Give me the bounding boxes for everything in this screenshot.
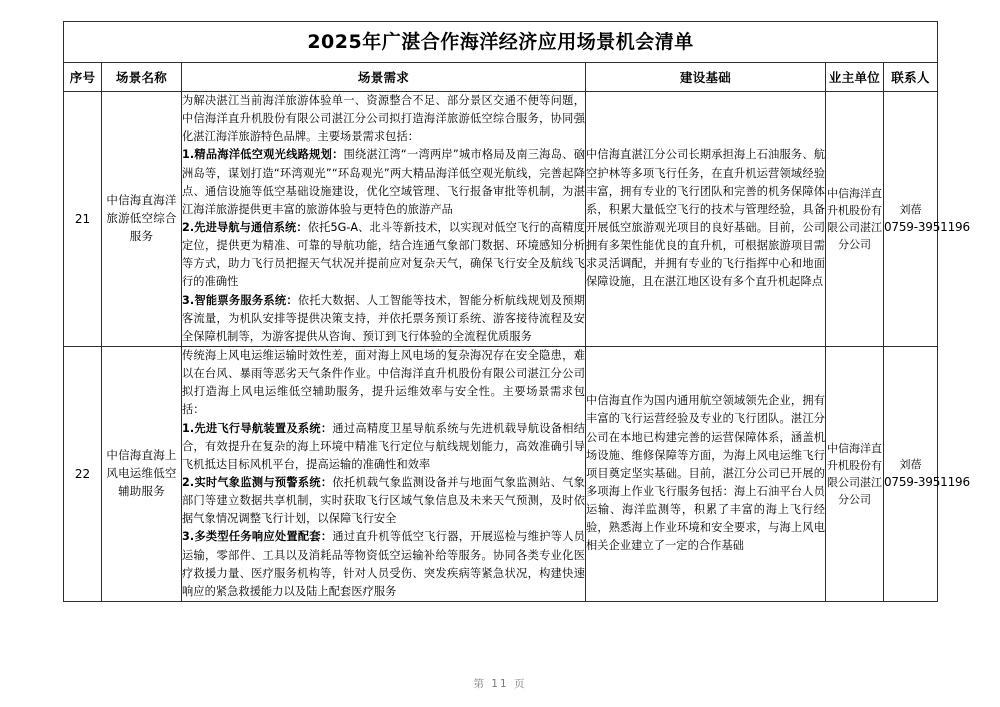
- contact-person-name: 刘蓓: [899, 457, 922, 471]
- demand-item-text: 依托大数据、人工智能等技术，智能分析航线规划及预期客流量，为机队安排等提供决策支持，并依托票务预订系统、游客接待流程及安全保障机制等，为游客提供从咨询、预订到飞行体验的全流程优质服务: [182, 293, 585, 343]
- column-header-name: 场景名称: [102, 63, 182, 92]
- demand-item: [182, 474, 585, 528]
- row-owner-unit: 中信海洋直升机股份有限公司湛江分公司: [826, 92, 884, 347]
- page-title: 2025年广湛合作海洋经济应用场景机会清单: [307, 30, 694, 53]
- row-scenario-demand: [182, 347, 586, 602]
- column-header-no: 序号: [64, 63, 102, 92]
- demand-item-label: 2.实时气象监测与预警系统：: [182, 475, 333, 489]
- column-header-demand: 场景需求: [182, 63, 586, 92]
- column-header-basis: 建设基础: [586, 63, 826, 92]
- demand-item: [182, 528, 585, 601]
- title-cell: [64, 22, 938, 63]
- demand-item-text: 依托机载气象监测设备并与地面气象监测站、气象部门等建立数据共享机制，实时获取飞行区域气象信息及未来天气预测，及时依据气象情况调整飞行计划，以保障飞行安全: [182, 475, 585, 526]
- row-contact: [884, 92, 970, 347]
- title-row: [64, 22, 938, 63]
- demand-item-label: 1.先进飞行导航装置及系统：: [182, 421, 333, 435]
- contact-person-phone: 0759-3951196: [884, 220, 970, 235]
- column-header-contact: 联系人: [884, 63, 938, 92]
- opportunity-list-table: [63, 21, 970, 602]
- table-row: [64, 92, 938, 347]
- demand-item: [182, 420, 585, 474]
- row-no: 22: [64, 347, 102, 602]
- demand-item: [182, 146, 585, 219]
- demand-item-text: 通过直升机等低空飞行器，开展巡检与维护等人员运输，零部件、工具以及消耗品等物资低空运输补给等服务。协同各类专业化医疗救援力量、医疗服务机构等，针对人员受伤、突发疾病等紧急状况，构建快速响应的紧急救援能力以及陆上配套医疗服务: [182, 530, 585, 598]
- demand-item-text: 依托5G-A、北斗等新技术，以实现对低空飞行的高精度定位，提供更为精准、可靠的导航功能，结合连通气象部门数据、环境感知分析等方式，助力飞行员把握天气状况并提前应对复杂天气，确保飞行安全及航线飞行的准确性: [182, 221, 585, 289]
- row-construction-basis: 中信海直湛江分公司长期承担海上石油服务、航空护林等多项飞行任务，在直升机运营领域经验丰富，拥有专业的飞行团队和完善的机务保障体系，积累大量低空飞行的技术与管理经验，具备开展低空旅游观光项目的良好基础。目前，公司拥有多架性能优良的直升机，可根据旅游项目需求灵活调配，并拥有专业的飞行指挥中心和地面保障设施，且在湛江地区设有多个直升机起降点: [586, 92, 826, 347]
- demand-lead: 为解决湛江当前海洋旅游体验单一、资源整合不足、部分景区交通不便等问题，中信海洋直升机股份有限公司湛江分公司拟打造海洋旅游低空综合服务，协同强化湛江海洋旅游特色品牌。主要场景需求包括：: [182, 94, 585, 144]
- page-footer: 第 11 页: [473, 678, 527, 690]
- demand-lead: 传统海上风电运维运输时效性差，面对海上风电场的复杂海况存在安全隐患，难以在台风、暴雨等恶劣天气条件作业。中信海洋直升机股份有限公司湛江分公司拟打造海上风电运维低空辅助服务，提升运维效率与安全性。主要场景需求包括：: [182, 349, 585, 417]
- demand-item-label: 3.多类型任务响应处置配套：: [182, 530, 333, 544]
- row-scenario-name: 中信海直海上风电运维低空辅助服务: [102, 347, 182, 602]
- demand-item-text: 通过高精度卫星导航系统与先进机载导航设备相结合，有效提升在复杂的海上环境中精准飞行定位与航线规划能力，高效准确引导飞机抵达目标风机平台，提高运输的准确性和效率: [182, 421, 585, 471]
- row-contact: [884, 347, 970, 602]
- demand-item-label: 2.先进导航与通信系统：: [182, 221, 308, 234]
- contact-person-phone: 0759-3951196: [884, 475, 970, 490]
- demand-item: [182, 219, 585, 292]
- column-header-owner: 业主单位: [826, 63, 884, 92]
- row-construction-basis: 中信海直作为国内通用航空领域领先企业，拥有丰富的飞行运营经验及专业的飞行团队。湛江分公司在本地已构建完善的运营保障体系，涵盖机场设施、维修保障等方面，为海上风电运维飞行项目奠定坚实基础。目前，湛江分公司已开展的多项海上作业飞行服务包括：海上石油平台人员运输、海洋监测等，积累了丰富的海上飞行经验，熟悉海上作业环境和安全要求，与海上风电相关企业建立了一定的合作基础: [586, 347, 826, 602]
- demand-item-text: 围绕湛江湾“一湾两岸”城市格局及南三海岛、硇洲岛等，谋划打造“环湾观光”“环岛观光”两大精品海洋低空观光航线，完善起降点、通信设施等低空基础设施建设，优化空域管理、飞行报备审批等机制，为湛江海洋旅游提供更丰富的旅游体验与更特色的旅游产品: [182, 148, 585, 216]
- contact-person-name: 刘蓓: [899, 202, 922, 216]
- table-header-row: [64, 63, 938, 92]
- demand-item: [182, 292, 585, 346]
- row-scenario-demand: [182, 92, 586, 347]
- demand-item-label: 1.精品海洋低空观光线路规划：: [182, 148, 344, 162]
- row-no: 21: [64, 92, 102, 347]
- table-row: [64, 347, 938, 602]
- row-scenario-name: 中信海直海洋旅游低空综合服务: [102, 92, 182, 347]
- demand-item-label: 3.智能票务服务系统：: [182, 293, 298, 307]
- row-owner-unit: 中信海洋直升机股份有限公司湛江分公司: [826, 347, 884, 602]
- opportunity-list-sheet: [63, 21, 970, 602]
